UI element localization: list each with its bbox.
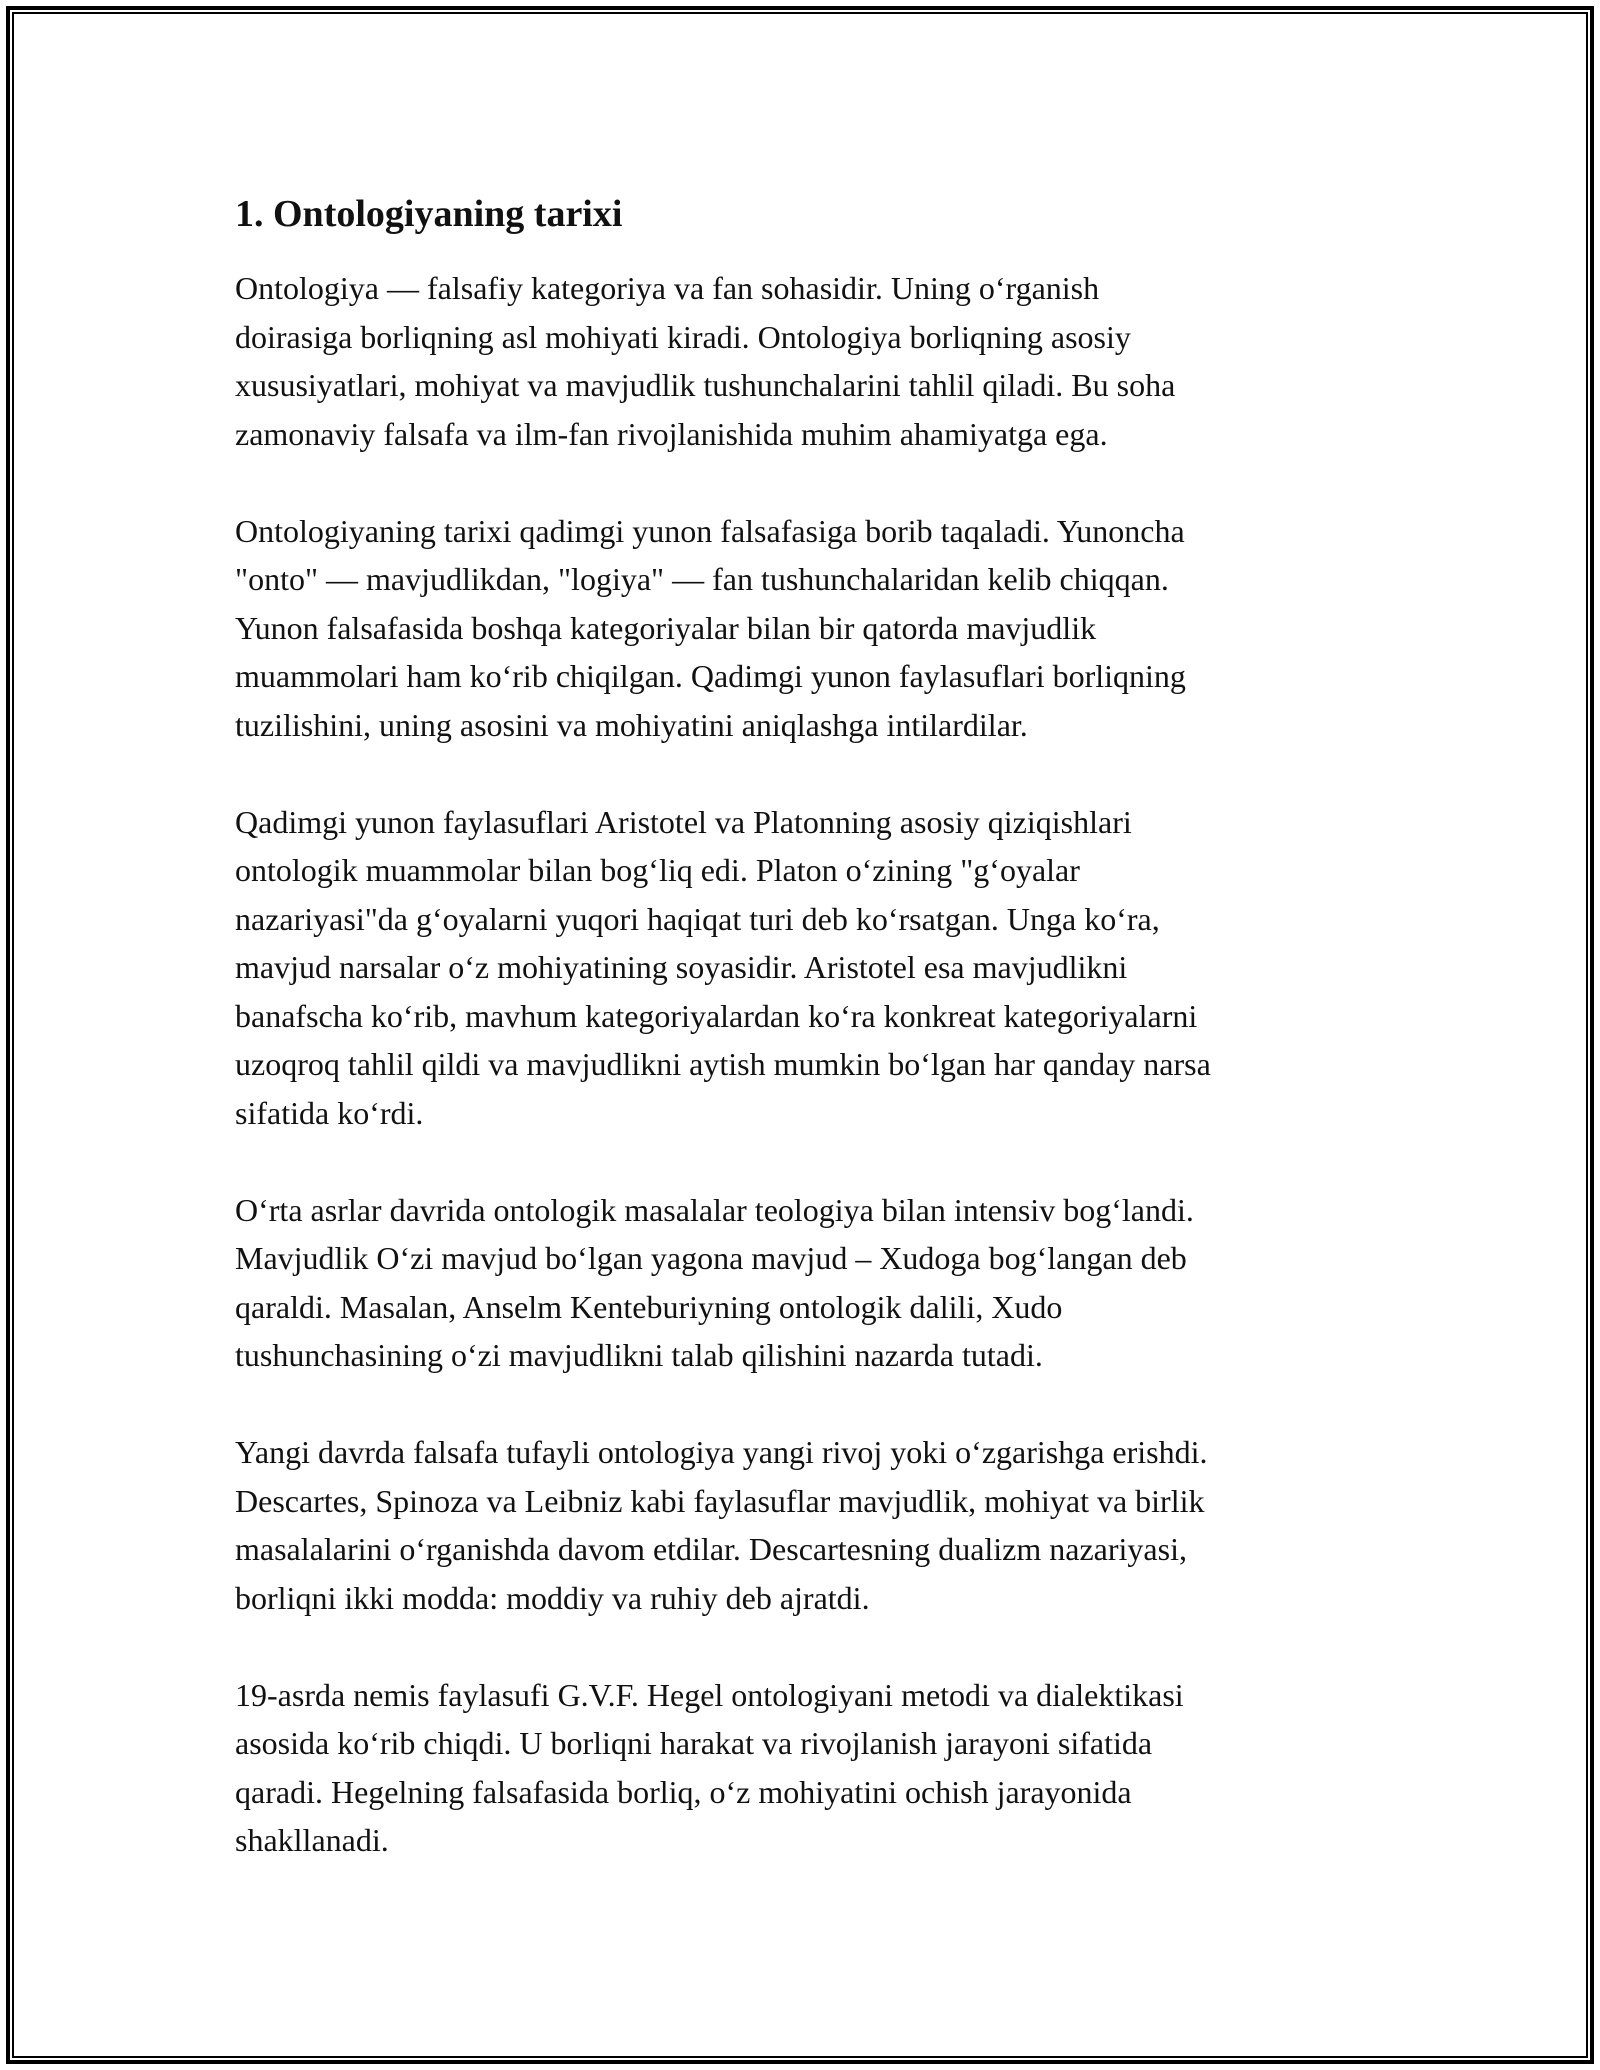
paragraph-5: Yangi davrda falsafa tufayli ontologiya yangi rivoj yoki oʻzgarishga erishdi. Descartes, Spinoza va Leibniz kabi faylasuflar mavjudlik, mohiyat va birlik masalalarini oʻrganishda davom etdilar. Descartesning dualizm nazariyasi, borliqni ikki modda: moddiy va ruhiy deb ajratdi. [235,1434,1208,1616]
document-body [235,186,1375,1913]
paragraph-4: Oʻrta asrlar davrida ontologik masalalar teologiya bilan intensiv bogʻlandi. Mavjudlik Oʻzi mavjud boʻlgan yagona mavjud – Xudoga bogʻlangan deb qaraldi. Masalan, Anselm Kenteburiyning ontologik dalili, Xudo tushunchasining oʻzi mavjudlikni talab qilishini nazarda tutadi. [235,1191,1194,1373]
paragraph-3: Qadimgi yunon faylasuflari Aristotel va Platonning asosiy qiziqishlari ontologik muammolar bilan bogʻliq edi. Platon oʻzining "gʻoyalar nazariyasi"da gʻoyalarni yuqori haqiqat turi deb koʻrsatgan. Unga koʻra, mavjud narsalar oʻz mohiyatining soyasidir. Aristotel esa mavjudlikni banafscha koʻrib, mavhum kategoriyalardan koʻra konkreat kategoriyalarni uzoqroq tahlil qildi va mavjudlikni aytish mumkin boʻlgan har qanday narsa sifatida koʻrdi. [235,803,1211,1131]
paragraph-1: Ontologiya — falsafiy kategoriya va fan sohasidir. Uning oʻrganish doirasiga borliqning asl mohiyati kiradi. Ontologiya borliqning asosiy xususiyatlari, mohiyat va mavjudlik tushunchalarini tahlil qiladi. Bu soha zamonaviy falsafa va ilm-fan rivojlanishida muhim ahamiyatga ega. [235,270,1176,452]
section-title: 1. Ontologiyaning tarixi [235,193,623,235]
paragraph-6: 19-asrda nemis faylasufi G.V.F. Hegel ontologiyani metodi va dialektikasi asosida koʻrib chiqdi. U borliqni harakat va rivojlanish jarayoni sifatida qaradi. Hegelning falsafasida borliq, oʻz mohiyatini ochish jarayonida shakllanadi. [235,1676,1184,1858]
paragraph-2: Ontologiyaning tarixi qadimgi yunon falsafasiga borib taqaladi. Yunoncha "onto" — mavjudlikdan, "logiya" — fan tushunchalaridan kelib chiqqan. Yunon falsafasida boshqa kategoriyalar bilan bir qatorda mavjudlik muammolari ham koʻrib chiqilgan. Qadimgi yunon faylasuflari borliqning tuzilishini, uning asosini va mohiyatini aniqlashga intilardilar. [235,512,1186,743]
